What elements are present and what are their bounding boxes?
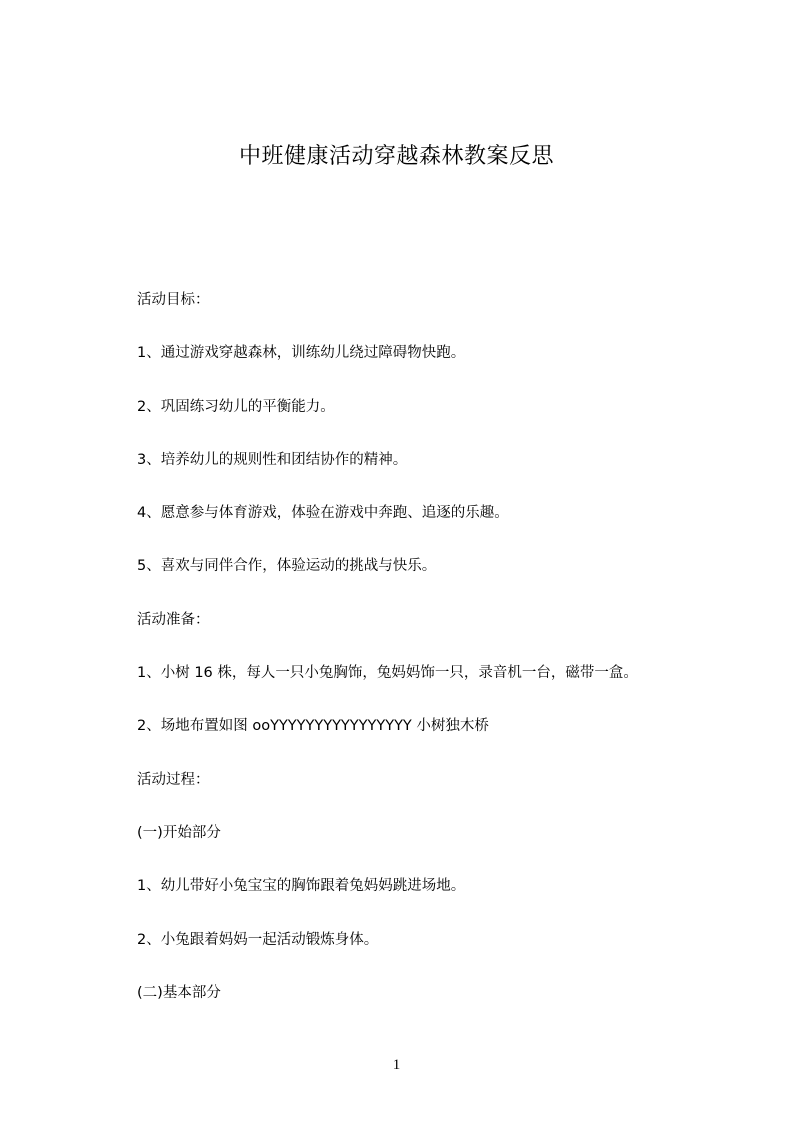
- paragraph-line: 1、幼儿带好小兔宝宝的胸饰跟着兔妈妈跳进场地。: [137, 878, 466, 895]
- subsection-heading-basic: (二)基本部分: [137, 984, 221, 1001]
- paragraph-line: 3、培养幼儿的规则性和团结协作的精神。: [137, 451, 408, 468]
- paragraph-line: 1、通过游戏穿越森林，训练幼儿绕过障碍物快跑。: [137, 345, 466, 362]
- subsection-heading-start: (一)开始部分: [137, 824, 221, 841]
- section-heading-goals: 活动目标：: [137, 292, 210, 308]
- section-heading-process: 活动过程：: [137, 771, 210, 788]
- paragraph-line: 2、巩固练习幼儿的平衡能力。: [137, 398, 335, 415]
- paragraph-line: 2、场地布置如图 ooYYYYYYYYYYYYYYYY 小树独木桥: [137, 718, 489, 735]
- paragraph-line: 1、小树 16 株，每人一只小兔胸饰，兔妈妈饰一只，录音机一台，磁带一盒。: [137, 665, 638, 682]
- document-title: 中班健康活动穿越森林教案反思: [238, 144, 554, 169]
- section-heading-preparation: 活动准备：: [137, 611, 210, 628]
- paragraph-line: 2、小兔跟着妈妈一起活动锻炼身体。: [137, 931, 379, 948]
- paragraph-line: 5、喜欢与同伴合作，体验运动的挑战与快乐。: [137, 558, 437, 575]
- document-body: [137, 286, 697, 1032]
- page-number: 1: [392, 1057, 401, 1073]
- paragraph-line: 4、愿意参与体育游戏，体验在游戏中奔跑、追逐的乐趣。: [137, 505, 509, 522]
